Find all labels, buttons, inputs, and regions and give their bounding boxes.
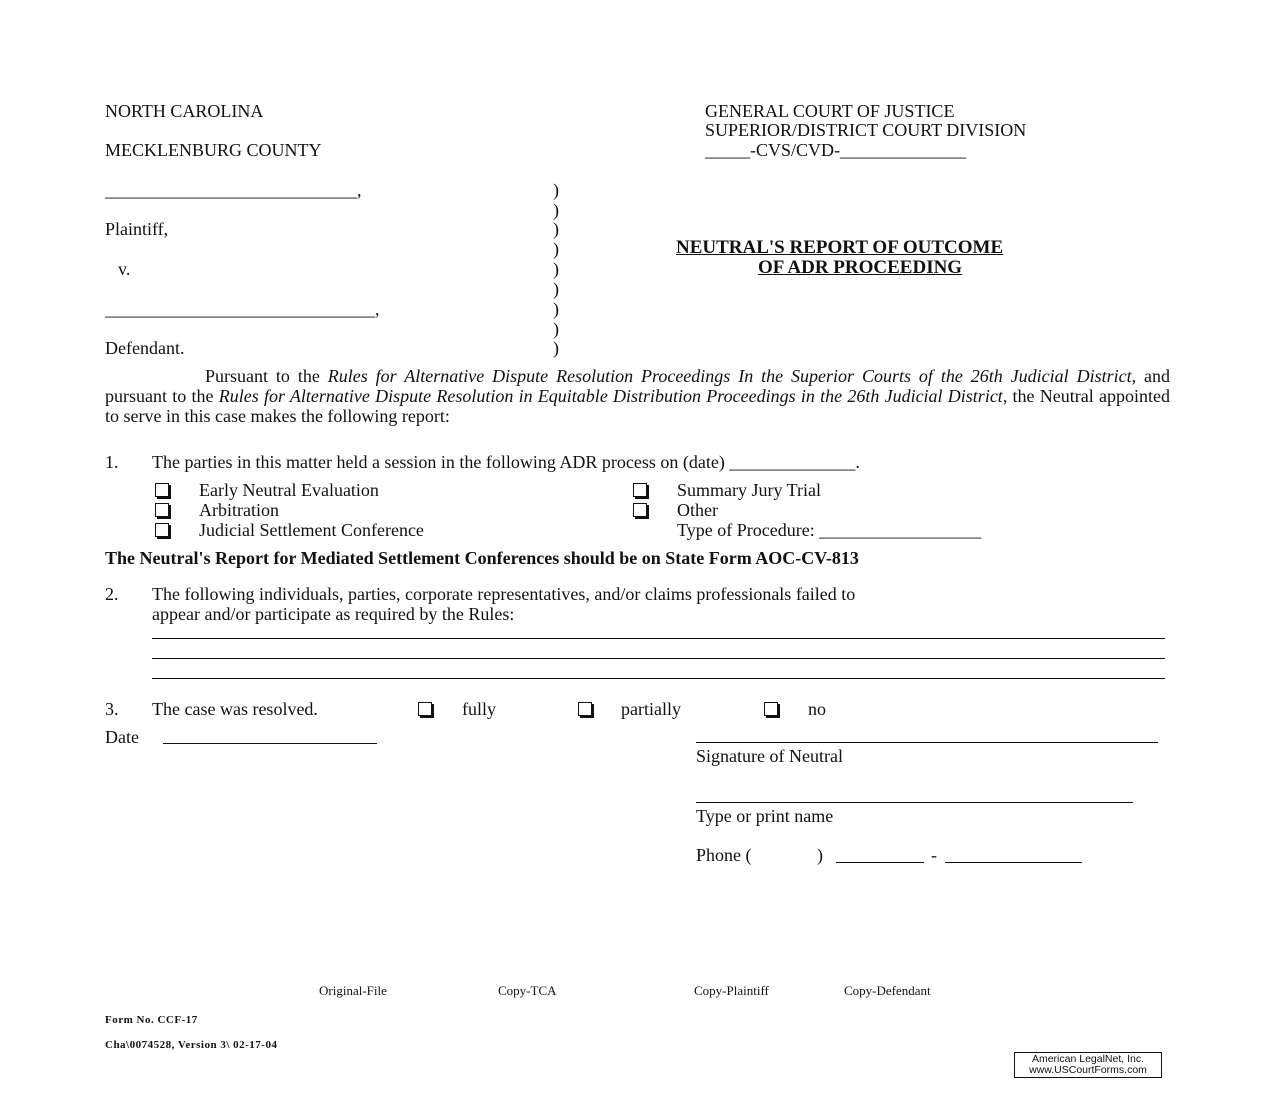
item2-text-line1: The following individuals, parties, corporate representatives, and/or claims professionals failed to — [152, 584, 856, 604]
distribution-plaintiff: Copy-Plaintiff — [694, 983, 769, 998]
option-label: Early Neutral Evaluation — [199, 480, 379, 500]
checkbox-other[interactable] — [633, 500, 647, 520]
form-notice: The Neutral's Report for Mediated Settlement Conferences should be on State Form AOC-CV-813 — [105, 548, 859, 568]
signature-label: Signature of Neutral — [696, 746, 843, 766]
publisher-url[interactable]: www.USCourtForms.com — [1029, 1064, 1147, 1076]
nonappearance-line[interactable] — [152, 678, 1165, 679]
file-number-field[interactable]: _____-CVS/CVD-______________ — [705, 140, 967, 160]
plaintiff-name-field[interactable]: ____________________________, — [105, 180, 362, 200]
signature-line[interactable] — [696, 742, 1158, 743]
option-label: Summary Jury Trial — [677, 480, 822, 500]
option-label: partially — [621, 699, 681, 719]
court-label: GENERAL COURT OF JUSTICE — [705, 101, 955, 121]
caption-paren: ) — [553, 219, 559, 239]
intro-text-2: , and pursuant to the — [105, 366, 1170, 406]
nonappearance-line[interactable] — [152, 658, 1165, 659]
phone-exchange-field[interactable] — [836, 862, 924, 863]
print-name-label: Type or print name — [696, 806, 834, 826]
publisher-stamp — [1014, 1052, 1162, 1078]
checkbox-judicial-settlement[interactable] — [155, 520, 169, 540]
phone-number-field[interactable] — [945, 862, 1082, 863]
distribution-original: Original-File — [319, 983, 387, 998]
checkbox-no[interactable] — [764, 699, 778, 719]
intro-rule-equitable: Rules for Alternative Dispute Resolution in Equitable Distribution Proceedings in the 26th Judicial District — [218, 386, 1003, 406]
caption-paren: ) — [553, 319, 559, 339]
type-of-procedure-field[interactable]: Type of Procedure: __________________ — [677, 520, 982, 540]
caption-paren: ) — [553, 338, 559, 358]
checkbox-arbitration[interactable] — [155, 500, 169, 520]
form-version: Cha\0074528, Version 3\ 02-17-04 — [105, 1039, 278, 1051]
caption-paren: ) — [553, 259, 559, 279]
item3-text: The case was resolved. — [152, 699, 318, 719]
state-label: NORTH CAROLINA — [105, 101, 264, 121]
caption-paren: ) — [553, 299, 559, 319]
form-number: Form No. CCF-17 — [105, 1014, 198, 1026]
division-label: SUPERIOR/DISTRICT COURT DIVISION — [705, 120, 1027, 140]
county-label: MECKLENBURG COUNTY — [105, 140, 322, 160]
intro-paragraph — [105, 366, 1170, 426]
phone-paren-close: ) — [817, 845, 823, 865]
print-name-line[interactable] — [696, 802, 1133, 803]
item2-number: 2. — [105, 584, 119, 604]
item1-text: The parties in this matter held a session in the following ADR process on (date) ______________. — [152, 452, 860, 472]
option-label: no — [808, 699, 826, 719]
option-label: Other — [677, 500, 718, 520]
caption-paren: ) — [553, 180, 559, 200]
date-field[interactable] — [163, 743, 377, 744]
phone-dash: - — [931, 845, 937, 865]
plaintiff-label: Plaintiff, — [105, 219, 169, 239]
checkbox-summary-jury-trial[interactable] — [633, 480, 647, 500]
item2-text-line2: appear and/or participate as required by the Rules: — [152, 604, 515, 624]
distribution-defendant: Copy-Defendant — [844, 983, 931, 998]
versus-label: v. — [118, 259, 131, 279]
date-label: Date — [105, 727, 139, 747]
distribution-tca: Copy-TCA — [498, 983, 557, 998]
caption-paren: ) — [553, 279, 559, 299]
caption-paren: ) — [553, 239, 559, 259]
document-title-line2: OF ADR PROCEEDING — [758, 257, 963, 278]
intro-text-1: Pursuant to the — [205, 366, 328, 386]
caption-paren: ) — [553, 200, 559, 220]
phone-label: Phone ( — [696, 845, 752, 865]
nonappearance-line[interactable] — [152, 638, 1165, 639]
checkbox-early-neutral-evaluation[interactable] — [155, 480, 169, 500]
intro-text-3: , the Neutral appointed to serve in this case makes the following report: — [105, 386, 1170, 426]
option-label: fully — [462, 699, 496, 719]
checkbox-fully[interactable] — [418, 699, 432, 719]
item3-number: 3. — [105, 699, 119, 719]
option-label: Judicial Settlement Conference — [199, 520, 424, 540]
option-label: Arbitration — [199, 500, 279, 520]
intro-rule-superior: Rules for Alternative Dispute Resolution Proceedings In the Superior Courts of the 26th Judicial District — [327, 366, 1132, 386]
defendant-name-field[interactable]: ______________________________, — [105, 299, 380, 319]
item1-number: 1. — [105, 452, 119, 472]
checkbox-partially[interactable] — [578, 699, 592, 719]
defendant-label: Defendant. — [105, 338, 185, 358]
document-title-line1: NEUTRAL'S REPORT OF OUTCOME — [676, 237, 1004, 258]
publisher-name: American LegalNet, Inc. — [1031, 1053, 1145, 1065]
